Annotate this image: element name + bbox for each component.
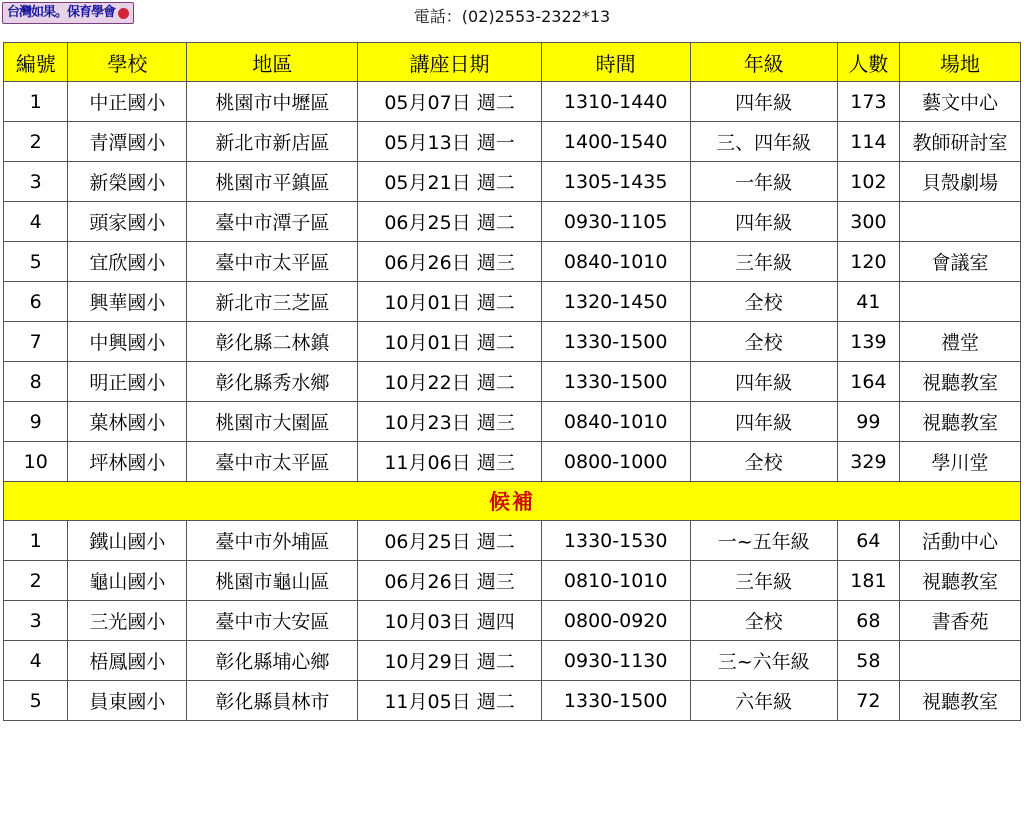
cell-area: 桃園市龜山區	[187, 561, 358, 601]
cell-time: 0840-1010	[541, 242, 690, 282]
cell-grade: 四年級	[690, 362, 837, 402]
cell-time: 0840-1010	[541, 402, 690, 442]
cell-count: 120	[837, 242, 899, 282]
cell-date: 06月25日 週二	[358, 202, 541, 242]
cell-date: 10月01日 週二	[358, 282, 541, 322]
column-header-time: 時間	[541, 43, 690, 82]
cell-school: 三光國小	[68, 601, 187, 641]
table-row	[4, 561, 1021, 601]
cell-count: 181	[837, 561, 899, 601]
cell-no: 1	[4, 82, 68, 122]
cell-grade: 四年級	[690, 202, 837, 242]
cell-time: 0800-0920	[541, 601, 690, 641]
cell-no: 1	[4, 521, 68, 561]
cell-time: 0930-1105	[541, 202, 690, 242]
cell-count: 329	[837, 442, 899, 482]
cell-venue: 視聽教室	[900, 681, 1021, 721]
cell-date: 10月29日 週二	[358, 641, 541, 681]
cell-time: 1310-1440	[541, 82, 690, 122]
cell-school: 員東國小	[68, 681, 187, 721]
column-header-area: 地區	[187, 43, 358, 82]
cell-date: 10月01日 週二	[358, 322, 541, 362]
cell-area: 彰化縣埔心鄉	[187, 641, 358, 681]
cell-venue: 活動中心	[900, 521, 1021, 561]
cell-time: 1330-1530	[541, 521, 690, 561]
table-row	[4, 322, 1021, 362]
cell-school: 龜山國小	[68, 561, 187, 601]
cell-time: 1305-1435	[541, 162, 690, 202]
table-row	[4, 362, 1021, 402]
cell-school: 梧鳳國小	[68, 641, 187, 681]
column-header-no: 編號	[4, 43, 68, 82]
waitlist-section-header	[4, 482, 1021, 521]
table-row	[4, 442, 1021, 482]
cell-no: 5	[4, 242, 68, 282]
cell-date: 05月13日 週一	[358, 122, 541, 162]
cell-venue: 藝文中心	[900, 82, 1021, 122]
cell-grade: 全校	[690, 322, 837, 362]
column-header-venue: 場地	[900, 43, 1021, 82]
cell-time: 0800-1000	[541, 442, 690, 482]
cell-no: 2	[4, 561, 68, 601]
column-header-school: 學校	[68, 43, 187, 82]
logo-text: 台灣如果。保育學會	[7, 4, 116, 20]
cell-grade: 三~六年級	[690, 641, 837, 681]
table-row	[4, 122, 1021, 162]
cell-no: 7	[4, 322, 68, 362]
cell-school: 明正國小	[68, 362, 187, 402]
cell-grade: 一年級	[690, 162, 837, 202]
cell-area: 臺中市外埔區	[187, 521, 358, 561]
cell-count: 114	[837, 122, 899, 162]
cell-date: 11月06日 週三	[358, 442, 541, 482]
cell-grade: 三、四年級	[690, 122, 837, 162]
cell-date: 10月22日 週二	[358, 362, 541, 402]
cell-grade: 三年級	[690, 561, 837, 601]
cell-venue: 禮堂	[900, 322, 1021, 362]
cell-date: 05月21日 週二	[358, 162, 541, 202]
page-header	[0, 0, 1024, 42]
cell-venue: 視聽教室	[900, 362, 1021, 402]
cell-date: 11月05日 週二	[358, 681, 541, 721]
cell-venue: 教師研討室	[900, 122, 1021, 162]
cell-time: 0810-1010	[541, 561, 690, 601]
cell-venue	[900, 282, 1021, 322]
cell-date: 06月26日 週三	[358, 242, 541, 282]
cell-no: 5	[4, 681, 68, 721]
cell-count: 139	[837, 322, 899, 362]
schedule-table-wrapper	[0, 42, 1024, 721]
table-header	[4, 43, 1021, 82]
cell-area: 桃園市中壢區	[187, 82, 358, 122]
cell-area: 桃園市平鎮區	[187, 162, 358, 202]
cell-time: 1320-1450	[541, 282, 690, 322]
cell-time: 1330-1500	[541, 362, 690, 402]
cell-date: 05月07日 週二	[358, 82, 541, 122]
cell-count: 99	[837, 402, 899, 442]
cell-school: 中正國小	[68, 82, 187, 122]
cell-count: 72	[837, 681, 899, 721]
cell-count: 164	[837, 362, 899, 402]
cell-grade: 四年級	[690, 402, 837, 442]
cell-area: 臺中市太平區	[187, 442, 358, 482]
cell-grade: 一~五年級	[690, 521, 837, 561]
cell-grade: 六年級	[690, 681, 837, 721]
cell-date: 10月23日 週三	[358, 402, 541, 442]
cell-no: 10	[4, 442, 68, 482]
cell-school: 坪林國小	[68, 442, 187, 482]
schedule-table	[3, 42, 1021, 721]
cell-no: 3	[4, 162, 68, 202]
table-row	[4, 282, 1021, 322]
cell-area: 新北市三芝區	[187, 282, 358, 322]
cell-school: 菓林國小	[68, 402, 187, 442]
contact-phone: 電話：(02)2553-2322*13	[413, 7, 611, 26]
cell-count: 64	[837, 521, 899, 561]
cell-venue	[900, 202, 1021, 242]
waitlist-label: 候補	[4, 482, 1021, 521]
cell-grade: 三年級	[690, 242, 837, 282]
cell-area: 新北市新店區	[187, 122, 358, 162]
cell-venue: 會議室	[900, 242, 1021, 282]
table-row	[4, 521, 1021, 561]
table-row	[4, 681, 1021, 721]
cell-school: 鐵山國小	[68, 521, 187, 561]
cell-no: 9	[4, 402, 68, 442]
cell-date: 10月03日 週四	[358, 601, 541, 641]
cell-date: 06月25日 週二	[358, 521, 541, 561]
cell-area: 彰化縣二林鎮	[187, 322, 358, 362]
column-header-count: 人數	[837, 43, 899, 82]
cell-grade: 全校	[690, 442, 837, 482]
cell-count: 58	[837, 641, 899, 681]
table-row	[4, 601, 1021, 641]
cell-venue: 學川堂	[900, 442, 1021, 482]
cell-area: 臺中市潭子區	[187, 202, 358, 242]
column-header-date: 講座日期	[358, 43, 541, 82]
cell-grade: 全校	[690, 282, 837, 322]
cell-venue: 書香苑	[900, 601, 1021, 641]
cell-area: 臺中市太平區	[187, 242, 358, 282]
cell-time: 0930-1130	[541, 641, 690, 681]
header-row	[4, 43, 1021, 82]
cell-school: 頭家國小	[68, 202, 187, 242]
cell-school: 中興國小	[68, 322, 187, 362]
table-body	[4, 82, 1021, 721]
cell-count: 173	[837, 82, 899, 122]
cell-no: 3	[4, 601, 68, 641]
cell-no: 2	[4, 122, 68, 162]
cell-grade: 全校	[690, 601, 837, 641]
column-header-grade: 年級	[690, 43, 837, 82]
table-row	[4, 402, 1021, 442]
table-row	[4, 242, 1021, 282]
cell-venue: 貝殼劇場	[900, 162, 1021, 202]
cell-school: 宜欣國小	[68, 242, 187, 282]
cell-school: 青潭國小	[68, 122, 187, 162]
cell-count: 41	[837, 282, 899, 322]
cell-no: 4	[4, 202, 68, 242]
table-row	[4, 202, 1021, 242]
cell-time: 1400-1540	[541, 122, 690, 162]
cell-school: 興華國小	[68, 282, 187, 322]
cell-count: 68	[837, 601, 899, 641]
cell-venue: 視聽教室	[900, 561, 1021, 601]
table-row	[4, 162, 1021, 202]
cell-area: 桃園市大園區	[187, 402, 358, 442]
cell-count: 102	[837, 162, 899, 202]
cell-time: 1330-1500	[541, 681, 690, 721]
cell-area: 彰化縣員林市	[187, 681, 358, 721]
cell-area: 臺中市大安區	[187, 601, 358, 641]
table-row	[4, 641, 1021, 681]
cell-school: 新榮國小	[68, 162, 187, 202]
cell-venue	[900, 641, 1021, 681]
cell-no: 6	[4, 282, 68, 322]
cell-area: 彰化縣秀水鄉	[187, 362, 358, 402]
cell-grade: 四年級	[690, 82, 837, 122]
cell-no: 8	[4, 362, 68, 402]
cell-no: 4	[4, 641, 68, 681]
cell-count: 300	[837, 202, 899, 242]
table-row	[4, 82, 1021, 122]
cell-time: 1330-1500	[541, 322, 690, 362]
cell-venue: 視聽教室	[900, 402, 1021, 442]
cell-date: 06月26日 週三	[358, 561, 541, 601]
